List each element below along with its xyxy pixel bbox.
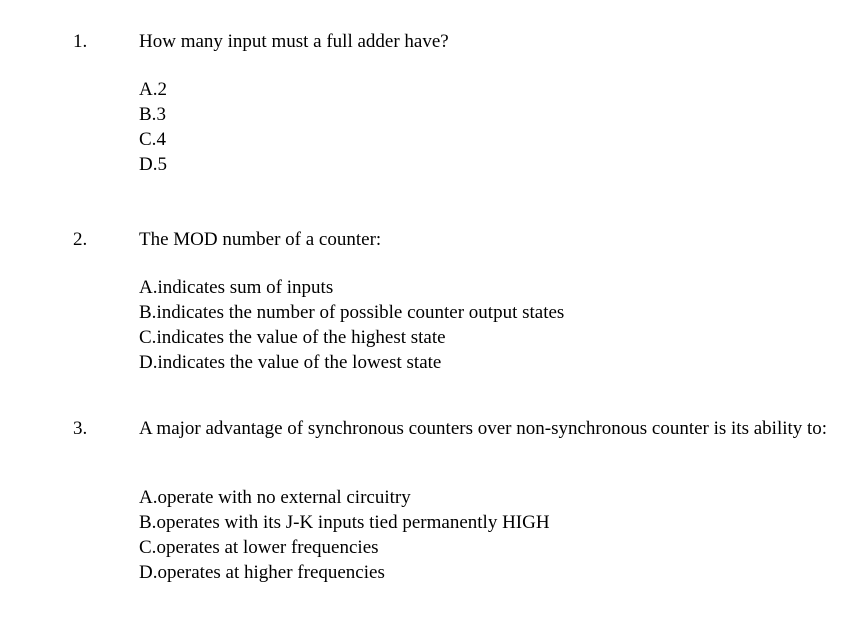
option-letter: D. (139, 562, 158, 583)
option-c (139, 535, 839, 560)
option-text: operate with no external circuitry (157, 487, 411, 508)
option-a (139, 275, 839, 300)
option-letter: C. (139, 537, 157, 558)
option-b (139, 102, 839, 127)
question-number: 2. (73, 229, 88, 250)
option-list (139, 77, 839, 177)
option-c (139, 127, 839, 152)
option-text: indicates sum of inputs (157, 277, 334, 298)
option-text: 2 (157, 79, 167, 100)
option-a (139, 485, 839, 510)
option-letter: B. (139, 302, 157, 323)
option-text: indicates the value of the lowest state (157, 352, 442, 373)
option-text: 5 (157, 154, 167, 175)
option-letter: B. (139, 512, 157, 533)
option-letter: D. (139, 352, 158, 373)
question-text: How many input must a full adder have? (139, 31, 449, 52)
option-text: operates at lower frequencies (156, 537, 379, 558)
option-d (139, 560, 839, 585)
option-text: indicates the number of possible counter output states (156, 302, 565, 323)
option-letter: D. (139, 154, 158, 175)
option-text: 3 (156, 104, 166, 125)
option-letter: A. (139, 487, 158, 508)
option-list (139, 275, 839, 375)
question-number: 1. (73, 31, 88, 52)
option-text: operates at higher frequencies (157, 562, 385, 583)
option-letter: A. (139, 277, 158, 298)
option-c (139, 325, 839, 350)
question-text: A major advantage of synchronous counters over non-synchronous counter is its ability to: (139, 418, 828, 439)
option-list (139, 485, 839, 585)
option-letter: A. (139, 79, 158, 100)
option-letter: B. (139, 104, 157, 125)
option-b (139, 510, 839, 535)
option-letter: C. (139, 129, 157, 150)
option-a (139, 77, 839, 102)
option-text: operates with its J-K inputs tied permanently HIGH (156, 512, 550, 533)
option-letter: C. (139, 327, 157, 348)
question-text: The MOD number of a counter: (139, 229, 382, 250)
option-b (139, 300, 839, 325)
option-text: 4 (156, 129, 166, 150)
option-text: indicates the value of the highest state (156, 327, 446, 348)
option-d (139, 350, 839, 375)
option-d (139, 152, 839, 177)
question-number: 3. (73, 418, 88, 439)
